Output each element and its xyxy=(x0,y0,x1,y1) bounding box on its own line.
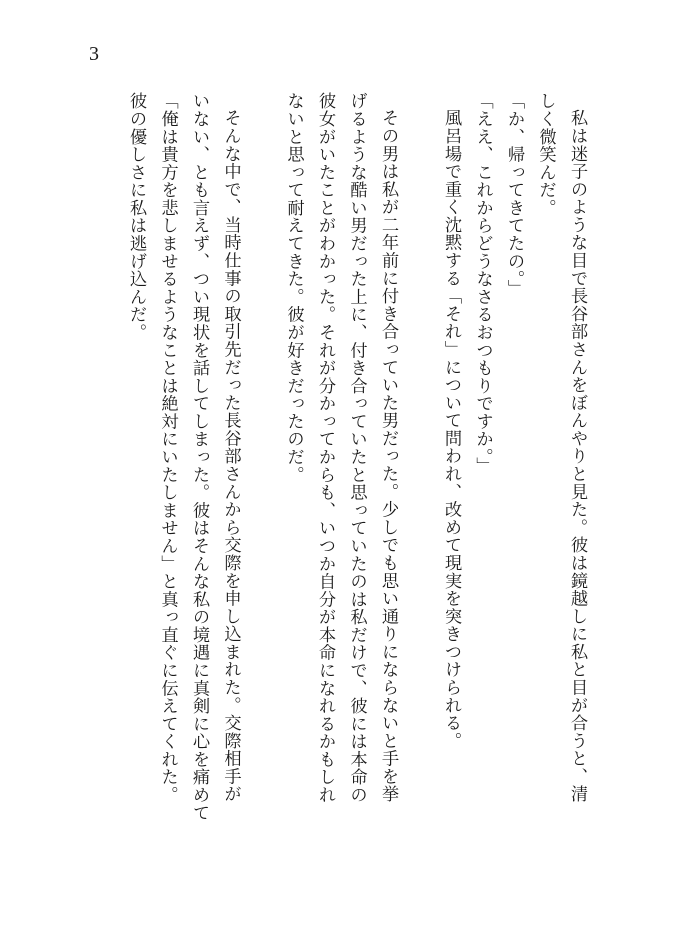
text-line: 「か、帰ってきてたの。」 xyxy=(504,92,524,297)
text-line: 彼女がいたことがわかった。それが分かってからも、いつか自分が本命になれるかもしれ xyxy=(315,92,335,804)
text-line: いない、とも言えず、つい現状を話してしまった。彼はそんな私の境遇に真剣に心を痛めて xyxy=(189,92,209,822)
text-line: しく微笑んだ。 xyxy=(535,92,556,217)
page-number: 3 xyxy=(89,43,99,65)
text-line: そんな中で、当時仕事の取引先だった長谷部さんから交際を申し込まれた。交際相手が xyxy=(220,109,241,804)
text-line: 「俺は貴方を悲しませるようなことは絶対にいたしません」と真っ直ぐに伝えてくれた。 xyxy=(157,92,178,804)
vertical-text-body xyxy=(120,92,593,852)
text-line: 「ええ、これからどうなさるおつもりですか。」 xyxy=(472,92,493,475)
paragraph-gap xyxy=(403,92,435,852)
text-line: その男は私が二年前に付き合っていた男だった。少しでも思い通りにならないと手を挙 xyxy=(378,109,398,804)
paragraph-gap xyxy=(246,92,278,852)
text-line: 風呂場で重く沈黙する「それ」について問われ、改めて現実を突きつけられる。 xyxy=(441,109,461,750)
text-line: 彼の優しさに私は逃げ込んだ。 xyxy=(126,92,146,342)
text-line: げるような酷い男だった上に、付き合っていたと思っていたのは私だけで、彼には本命の xyxy=(346,92,367,804)
text-line: 私は迷子のような目で長谷部さんをぼんやりと見た。彼は鏡越しに私と目が合うと、清 xyxy=(567,109,587,804)
text-line: ないと思って耐えてきた。彼が好きだったのだ。 xyxy=(283,92,304,484)
